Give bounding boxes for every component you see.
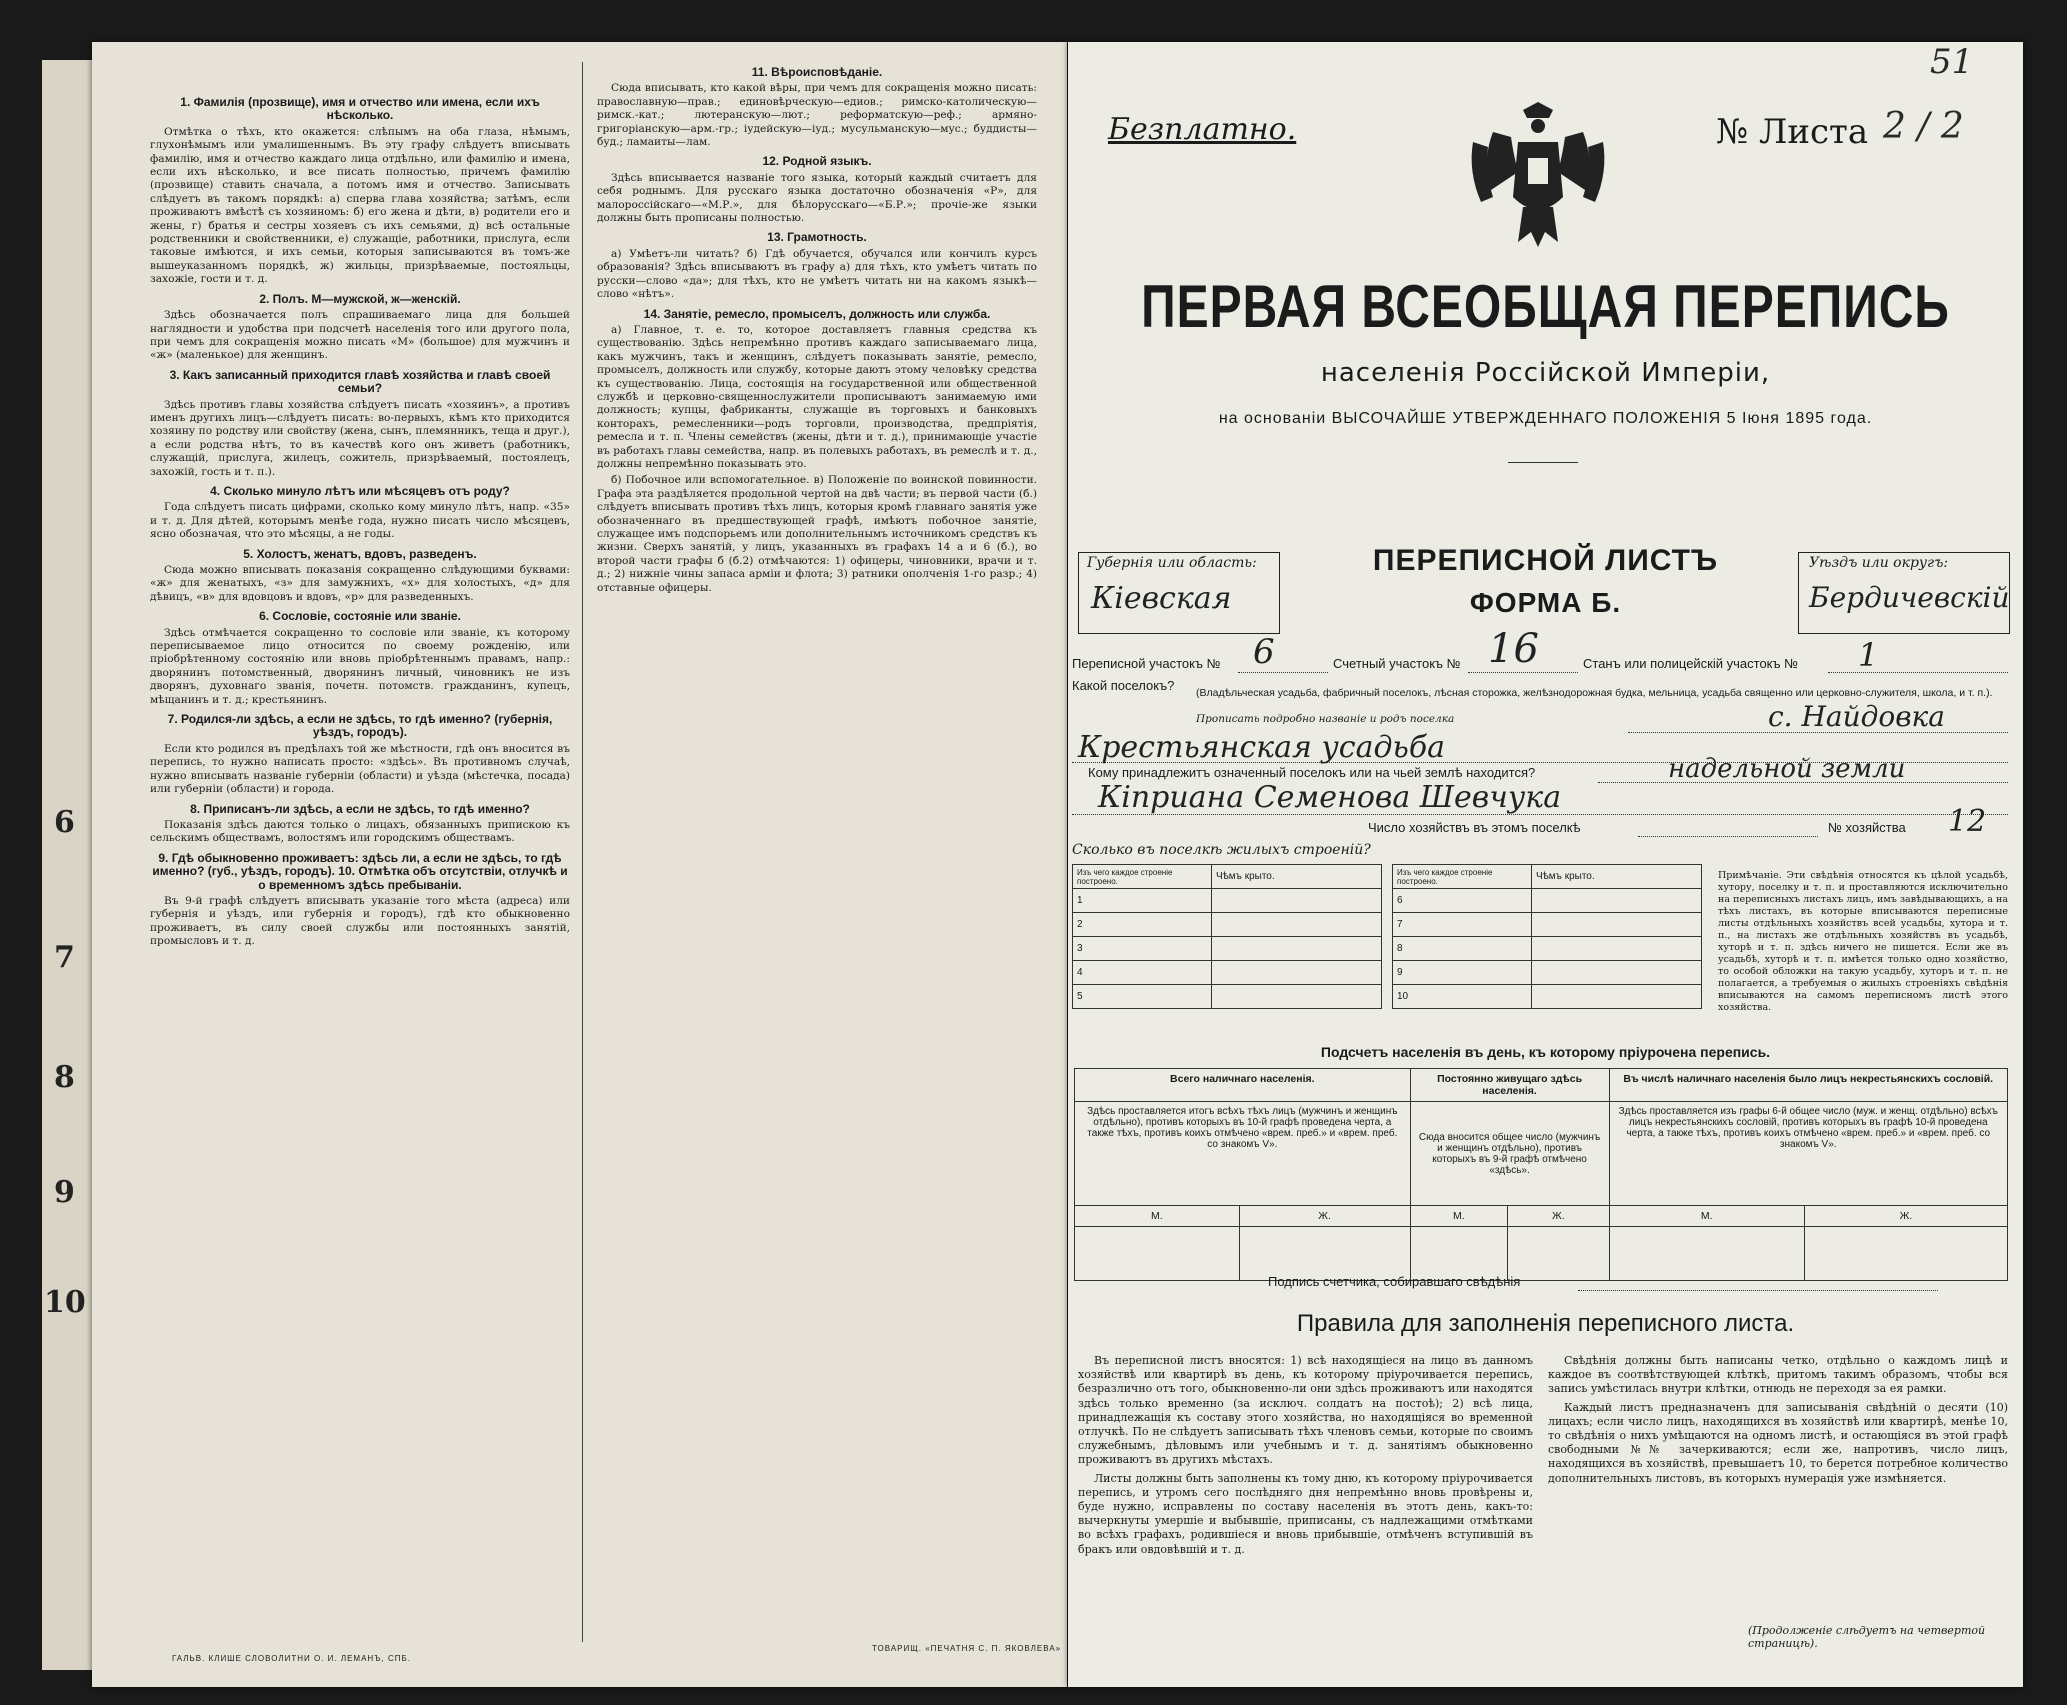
section-heading: 4. Сколько минуло лѣтъ или мѣсяцевъ отъ роду?	[210, 483, 510, 498]
count-cell[interactable]	[1804, 1227, 2007, 1281]
imperial-eagle-icon	[1463, 102, 1613, 252]
count-description: Здѣсь проставляется итогъ всѣхъ тѣхъ лицъ (мужчинъ и женщинъ отдѣльно), противъ которыхъ въ 10-й графѣ проведена черта, а также тѣхъ, противъ коихъ отмѣчено «врем. преб.» и «врем. преб. со знакомъ V».	[1075, 1102, 1411, 1206]
section-heading: 3. Какъ записанный приходится главѣ хозяйства и главѣ своей семьи?	[169, 367, 551, 396]
section-text: Года слѣдуетъ писать цифрами, сколько кому минуло лѣтъ, напр. «35» и т. д. Для дѣтей, которымъ менѣе года, нужно писать число мѣсяцевъ, ясно обозначая, что это мѣсяцы, а не годы.	[150, 501, 570, 541]
household-number-label: № хозяйства	[1828, 820, 1906, 835]
table-cell[interactable]	[1212, 937, 1382, 961]
row-number: 9	[1393, 961, 1532, 985]
table-row	[1393, 985, 1702, 1009]
count-description: Сюда вносится общее число (мужчинъ и женщинъ отдѣльно), противъ которыхъ въ 9-й графѣ отмѣчено «здѣсь».	[1410, 1102, 1609, 1206]
printer-note: ТОВАРИЩ. «ПЕЧАТНЯ С. П. ЯКОВЛЕВА»	[872, 1644, 1062, 1653]
buildings-label: Сколько въ поселкѣ жилыхъ строеній?	[1072, 842, 1371, 858]
owner-label: Кому принадлежитъ означенный поселокъ или на чьей землѣ находится?	[1088, 765, 1536, 780]
household-number-value: 12	[1948, 804, 1987, 839]
owner-value-1: надельной земли	[1668, 754, 1906, 784]
section-heading: 13. Грамотность.	[767, 230, 867, 245]
table-row	[1393, 961, 1702, 985]
free-of-charge-label: Безплатно.	[1108, 112, 1297, 147]
count-header: Въ числѣ наличнаго населенія было лицъ некрестьянскихъ сословій.	[1609, 1069, 2008, 1102]
section-text: а) Умѣетъ-ли читать? б) Гдѣ обучается, обучался или кончилъ курсъ образованія? Здѣсь вписываютъ въ графу а) для тѣхъ, кто умѣетъ читать по русски—слово «да»; для тѣхъ, кто не умѣетъ читать ни на какомъ языкѣ—слово «нѣтъ».	[597, 247, 1037, 301]
count-cell[interactable]	[1239, 1227, 1410, 1281]
table-cell[interactable]	[1212, 913, 1382, 937]
row-number: 8	[1393, 937, 1532, 961]
counting-district-value: 16	[1488, 626, 1539, 672]
buildings-header: Изъ чего каждое строеніе построено.	[1393, 865, 1532, 889]
sheet-number-value: 2 / 2	[1883, 106, 1964, 147]
buildings-table-left	[1072, 864, 1382, 1009]
census-district-line	[1238, 672, 1328, 673]
table-cell[interactable]	[1212, 961, 1382, 985]
counting-district-label: Счетный участокъ №	[1333, 656, 1461, 671]
count-description: Здѣсь проставляется изъ графы 6-й общее число (муж. и женщ. отдѣльно) всѣхъ лицъ некрестьянскихъ сословій, противъ которыхъ въ графѣ 10-й проведена черта, а также тѣхъ, противъ коихъ отмѣчено «врем. преб.» и «врем. преб. со знакомъ V».	[1609, 1102, 2008, 1206]
section-text: Отмѣтка о тѣхъ, кто окажется: слѣпымъ на оба глаза, нѣмымъ, глухонѣмымъ или умалишеннымъ. Въ эту графу слѣдуетъ вписывать фамилію, имя и отчество каждаго лица отдѣльно, или фамилію и имена, если ихъ нѣсколько, и все писать полностью, причемъ фамилію (прозвище) ставить сначала, а потомъ имя и отчество. Записывать слѣдуетъ въ такомъ порядкѣ: а) сперва глава хозяйства; затѣмъ, если проживаютъ вмѣстѣ съ хозяиномъ: б) его жена и дѣти, в) родители его и жены, г) братья и сестры хозяевъ съ ихъ семьями, д) всѣ остальные родственники и свойственники, е) служащіе, работники, прислуга, если таковые имѣются, и ихъ семьи, которыя записываются въ томъ-же вышеуказанномъ порядкѣ, ж) жильцы, призрѣваемые, постояльцы, захожіе, гости и т. д.	[150, 125, 570, 286]
row-number: 2	[1073, 913, 1212, 937]
row-number: 5	[1073, 985, 1212, 1009]
census-title: ПЕРВАЯ ВСЕОБЩАЯ ПЕРЕПИСЬ	[1141, 274, 1950, 341]
households-count-label: Число хозяйствъ въ этомъ поселкѣ	[1368, 820, 1581, 835]
table-cell[interactable]	[1532, 937, 1702, 961]
count-cell[interactable]	[1609, 1227, 1804, 1281]
buildings-header: Чѣмъ крыто.	[1212, 865, 1382, 889]
rule-paragraph: Листы должны быть заполнены къ тому дню, къ которому пріурочивается перепись, и утромъ сего послѣдняго дня непремѣнно вновь провѣрены и, буде нужно, исправлены по составу населенія въ этотъ день, какъ-то: вычеркнуты умершіе и выбывшіе, приписаны, съ надлежащими отмѣтками во всѣхъ графахъ, родившіеся и вновь прибывшіе, отмѣченъ вступившій въ бракъ или овдовѣвшій и т. д.	[1078, 1471, 1533, 1556]
column-divider	[582, 62, 583, 1642]
legal-basis: на основаніи ВЫСОЧАЙШЕ УТВЕРЖДЕННАГО ПОЛОЖЕНІЯ 5 Іюня 1895 года.	[1218, 410, 1873, 427]
male-label: М.	[1075, 1206, 1240, 1227]
owner-value-2: Кіприана Семенова Шевчука	[1098, 780, 1562, 815]
settlement-hint-text: (Владѣльческая усадьба, фабричный поселокъ, лѣсная сторожка, желѣзнодорожная будка, мельница, усадьба священно или церковно-служителя, школа, и т. п.).	[1196, 687, 1993, 699]
uezd-label: Уѣздъ или округъ:	[1809, 555, 1949, 571]
settlement-hint-italic: Прописать подробно названіе и родъ поселка	[1196, 713, 1455, 725]
male-label: М.	[1410, 1206, 1508, 1227]
title-rule	[1508, 462, 1578, 463]
table-row	[1393, 937, 1702, 961]
table-cell[interactable]	[1532, 961, 1702, 985]
census-district-value: 6	[1253, 632, 1275, 672]
edge-mark: 10	[44, 1285, 86, 1320]
table-row	[1073, 913, 1382, 937]
section-text: Сюда вписывать, кто какой вѣры, при чемъ для сокращенія можно писать: православную—прав.; единовѣрческую—едиов.; римско-католическую—римск.-кат.; лютеранскую—лют.; реформатскую—реф.; армяно-григоріанскую—арм.-гр.; іудейскую—іуд.; мусульманскую—мус.; буддисты—буд.; ламаиты—лам.	[597, 82, 1037, 149]
section-text: Въ 9-й графѣ слѣдуетъ вписывать указаніе того мѣста (адреса) или губернія и уѣздъ, или губернія и городъ), гдѣ кто обыкновенно проживаетъ, въ силу своей службы или постоянныхъ занятій, промысловъ и т. д.	[150, 894, 570, 948]
sheet-number-label: № Листа	[1716, 112, 1869, 152]
settlement-value-1: с. Найдовка	[1768, 700, 1945, 733]
rule-paragraph: Свѣдѣнія должны быть написаны четко, отдѣльно о каждомъ лицѣ и каждое въ соотвѣтствующей клѣткѣ, притомъ такимъ образомъ, чтобы вся запись умѣстилась внутри клѣтки, отнюдь не переходя за ея рамки.	[1548, 1354, 2008, 1396]
section-text: Сюда можно вписывать показанія сокращенно слѣдующими буквами: «ж» для женатыхъ, «з» для замужнихъ, «х» для холостыхъ, «д» для дѣвицъ, «в» для вдовцовъ и вдовъ, «р» для разведенныхъ.	[150, 564, 570, 603]
table-row	[1073, 961, 1382, 985]
section-heading: 12. Родной языкъ.	[762, 154, 872, 169]
table-cell[interactable]	[1532, 985, 1702, 1009]
edge-mark: 9	[54, 1175, 75, 1210]
rules-title: Правила для заполненія переписного листа.	[1296, 1310, 1795, 1337]
police-district-value: 1	[1858, 636, 1879, 674]
instructions-column-1	[150, 90, 570, 1580]
row-number: 4	[1073, 961, 1212, 985]
table-row	[1073, 937, 1382, 961]
population-count-title: Подсчетъ населенія въ день, къ которому пріурочена перепись.	[1320, 1044, 1771, 1060]
buildings-table-right	[1392, 864, 1702, 1009]
form-title: ПЕРЕПИСНОЙ ЛИСТЪ	[1372, 544, 1719, 577]
male-label: М.	[1609, 1206, 1804, 1227]
enumerator-signature-label: Подпись счетчика, собиравшаго свѣдѣнія	[1268, 1274, 1521, 1289]
settlement-value-2: Крестьянская усадьба	[1078, 730, 1446, 765]
section-heading: 9. Гдѣ обыкновенно проживаетъ: здѣсь ли, а если не здѣсь, то гдѣ именно? (губ., уѣздъ, городъ). 10. Отмѣтка объ отсутствіи, отлучкѣ и о временномъ здѣсь пребываніи.	[152, 850, 568, 892]
section-heading: 8. Приписанъ-ли здѣсь, а если не здѣсь, то гдѣ именно?	[190, 801, 530, 816]
police-district-label: Станъ или полицейскій участокъ №	[1583, 656, 1799, 671]
rules-column-1	[1078, 1354, 1533, 1644]
population-count-table	[1074, 1068, 2008, 1281]
female-label: Ж.	[1508, 1206, 1609, 1227]
uezd-box	[1798, 552, 2010, 634]
row-number: 3	[1073, 937, 1212, 961]
buildings-header: Изъ чего каждое строеніе построено.	[1073, 865, 1212, 889]
row-number: 1	[1073, 889, 1212, 913]
female-label: Ж.	[1804, 1206, 2007, 1227]
table-row	[1393, 913, 1702, 937]
table-row	[1073, 985, 1382, 1009]
row-number: 7	[1393, 913, 1532, 937]
section-heading: 14. Занятіе, ремесло, промыселъ, должность или служба.	[643, 306, 991, 321]
edge-mark: 7	[54, 940, 75, 975]
table-row	[1073, 889, 1382, 913]
buildings-note: Примѣчаніе. Эти свѣдѣнія относятся къ цѣлой усадьбѣ, хутору, поселку и т. п. и проставляются исключительно на переписныхъ листахъ лицъ, имъ завѣдывающихъ, а на тѣхъ листахъ, въ которые вписываются переписные листы отдѣльныхъ хозяйствъ всей усадьбы, хутора и т. п., на листахъ же отдѣльныхъ хозяйствъ въ усадьбѣ, хуторѣ и т. п. здѣсь ничего не пишется. Если же въ усадьбѣ, хуторѣ и т. п. имѣется только одно хозяйство, то особой обложки на такую усадьбу, хуторъ и т. п. не полагается, а требуемыя о жилыхъ строеніяхъ свѣдѣнія вписываются на самомъ переписномъ листѣ этого хозяйства.	[1718, 870, 2008, 1013]
count-cell[interactable]	[1410, 1227, 1508, 1281]
rule-paragraph: Каждый листъ предназначенъ для записыванія свѣдѣній о десяти (10) лицахъ; если число лицъ, находящихся въ хозяйствѣ или квартирѣ, менѣе 10, то свѣдѣнія о нихъ умѣщаются на одномъ листѣ, и остающіяся въ этой графѣ свободными №№ зачеркиваются; если же, напротивъ, число лицъ, находящихся въ хозяйствѣ, превышаетъ 10, то берется потребное количество дополнительныхъ листовъ, въ которыхъ нумерація уже измѣняется.	[1548, 1400, 2008, 1485]
census-subtitle: населенія Россійской Имперіи,	[1320, 358, 1771, 388]
table-cell[interactable]	[1212, 985, 1382, 1009]
form-subtitle: ФОРМА Б.	[1469, 587, 1622, 618]
section-text: а) Главное, т. е. то, которое доставляетъ главныя средства къ существованію. Здѣсь непремѣнно противъ каждаго записываемаго лица, какъ мужчинъ, такъ и женщинъ, слѣдуетъ показывать занятіе, ремесло, промыселъ, должность или службу, которые даютъ этому человѣку средства къ существованію. Лица, состоящія на государственной или общественной службѣ и церковно-священнослужители прописываютъ занимаемую ими должность; купцы, фабриканты, служащіе въ торговыхъ и банковыхъ конторахъ, ремесленники—родъ торговли, производства, предпріятія, ремесла и т. п. Члены семействъ (жены, дѣти и т. д.), принимающіе участіе въ работахъ главы семейства, напр. въ полевыхъ работахъ, въ ремеслѣ и т. д., должны непремѣнно показывать это.	[597, 323, 1037, 470]
rules-column-2	[1548, 1354, 2008, 1619]
female-label: Ж.	[1239, 1206, 1410, 1227]
section-text: Здѣсь отмѣчается сокращенно то сословіе или званіе, къ которому переписываемое лицо относится по своему рожденію, или пріобрѣтенному состоянію или вновь пріобрѣтеннымъ правамъ, напр.: дворянинъ потомственный, дворянинъ личный, чиновникъ не изъ дворянъ, духовнаго званія, почетн. потомств. гражданинъ, купецъ, мѣщанинъ и т. д.; крестьянинъ.	[150, 626, 570, 706]
section-heading: 2. Полъ. М—мужской, ж—женскій.	[259, 291, 461, 306]
section-text: Если кто родился въ предѣлахъ той же мѣстности, гдѣ онъ вносится въ перепись, то нужно написать просто: «здѣсь». Въ противномъ случаѣ, нужно вписывать названіе губерніи (области) и уѣзда (мѣстечка, посада) или губерніи (области) и города.	[150, 742, 570, 796]
table-cell[interactable]	[1212, 889, 1382, 913]
uezd-value: Бердичевскій	[1809, 581, 2010, 614]
gubernia-label: Губернія или область:	[1087, 555, 1257, 571]
count-cell[interactable]	[1508, 1227, 1609, 1281]
section-text: б) Побочное или вспомогательное. в) Положеніе по воинской повинности. Графа эта раздѣляется продольной чертой на двѣ части; въ первой части (б.) слѣдуетъ вписывать противъ тѣхъ лицъ, которыя кромѣ главнаго занятія уже обозначеннаго въ предшествующей графѣ, имѣютъ побочное занятіе, служащее имъ подспорьемъ или дополнительнымъ источникомъ средствъ къ жизни. Сверхъ занятій, у лицъ, указанныхъ въ графахъ 14 а и 6 (б.), во второй части графы б (б.2) отмѣчаются: 1) офицеры, чиновники, врачи и т. д.; 2) нижніе чины запаса арміи и флота; 3) ратники ополченія 1-го разр.; 4) отставные офицеры.	[597, 474, 1037, 594]
row-number: 6	[1393, 889, 1532, 913]
rules-continued-note: (Продолженіе слѣдуетъ на четвертой страницѣ).	[1748, 1624, 1986, 1650]
gubernia-value: Кіевская	[1091, 581, 1232, 616]
enumerator-signature-line	[1578, 1290, 1938, 1291]
count-cell[interactable]	[1075, 1227, 1240, 1281]
section-text: Здѣсь противъ главы хозяйства слѣдуетъ писать «хозяинъ», а противъ именъ другихъ лицъ—слѣдуетъ писать: во-первыхъ, кѣмъ кто приходится хозяину по родству или свойству (жена, сынъ, племянникъ, теща и друг.), а если родства нѣтъ, то въ качествѣ кого онъ живетъ (работникъ, служащій, прислуга, жилецъ, сожитель, призрѣваемый, постоялецъ, захожій, гость и т. п.).	[150, 398, 570, 478]
table-cell[interactable]	[1532, 889, 1702, 913]
census-district-label: Переписной участокъ №	[1072, 656, 1221, 671]
underlying-sheets-edge	[42, 60, 93, 1670]
printer-note: ГАЛЬВ. КЛИШЕ СЛОВОЛИТНИ О. И. ЛЕМАНЪ, СПБ.	[172, 1654, 411, 1663]
section-heading: 6. Сословіе, состояніе или званіе.	[259, 609, 461, 624]
section-text: Здѣсь обозначается полъ спрашиваемаго лица для большей наглядности и удобства при подсчетѣ населенія того или другого пола, при чемъ для сокращенія можно писать «М» (большое) для мужчинъ и «ж» (маленькое) для женщинъ.	[150, 309, 570, 362]
rule-paragraph: Въ переписной листъ вносятся: 1) всѣ находящіеся на лицо въ данномъ хозяйствѣ или квартирѣ въ день, къ которому пріурочивается перепись, безразлично отъ того, обыкновенно-ли они здѣсь проживаютъ или находятся здѣсь только временно (за исключ. солдатъ на постоѣ); 2) всѣ лица, принадлежащія къ составу этого хозяйства, но находящіяся во временной отлучкѣ. По не слѣдуетъ записывать тѣхъ членовъ семьи, которые по своимъ служебнымъ, дѣловымъ или учебнымъ и т. д. занятіямъ обыкновенно проживаютъ въ другихъ мѣстахъ.	[1078, 1354, 1533, 1467]
edge-mark: 6	[54, 805, 75, 840]
section-text: Здѣсь вписывается названіе того языка, который каждый считаетъ для себя роднымъ. Для русскаго языка достаточно обозначенія «Р», для малороссійскаго—«М.Р.», для бѣлорусскаго—«Б.Р.»; прочіе-же языки должны быть прописаны полностью.	[597, 171, 1037, 225]
count-header: Всего наличнаго населенія.	[1075, 1069, 1411, 1102]
buildings-header: Чѣмъ крыто.	[1532, 865, 1702, 889]
households-count-line	[1638, 836, 1818, 837]
edge-mark: 8	[54, 1060, 75, 1095]
counting-district-line	[1468, 672, 1578, 673]
archive-number: 51	[1930, 42, 1974, 82]
instructions-page	[92, 42, 1067, 1687]
section-text: Показанія здѣсь даются только о лицахъ, обязанныхъ припискою къ сельскимъ обществамъ, волостямъ или городскимъ обществамъ.	[150, 818, 570, 845]
section-heading: 1. Фамилія (прозвище), имя и отчество или имена, если ихъ нѣсколько.	[180, 95, 540, 123]
section-heading: 11. Вѣроисповѣданіе.	[751, 65, 883, 79]
census-form-page	[1068, 42, 2023, 1687]
count-header: Постоянно живущаго здѣсь населенія.	[1410, 1069, 1609, 1102]
instructions-column-2	[597, 60, 1037, 1605]
row-number: 10	[1393, 985, 1532, 1009]
table-cell[interactable]	[1532, 913, 1702, 937]
table-row	[1393, 889, 1702, 913]
section-heading: 5. Холостъ, женатъ, вдовъ, разведенъ.	[243, 546, 477, 561]
police-district-line	[1828, 672, 2008, 673]
section-heading: 7. Родился-ли здѣсь, а если не здѣсь, то гдѣ именно? (губернія, уѣздъ, городъ).	[167, 712, 553, 740]
settlement-label: Какой поселокъ?	[1072, 678, 1175, 693]
